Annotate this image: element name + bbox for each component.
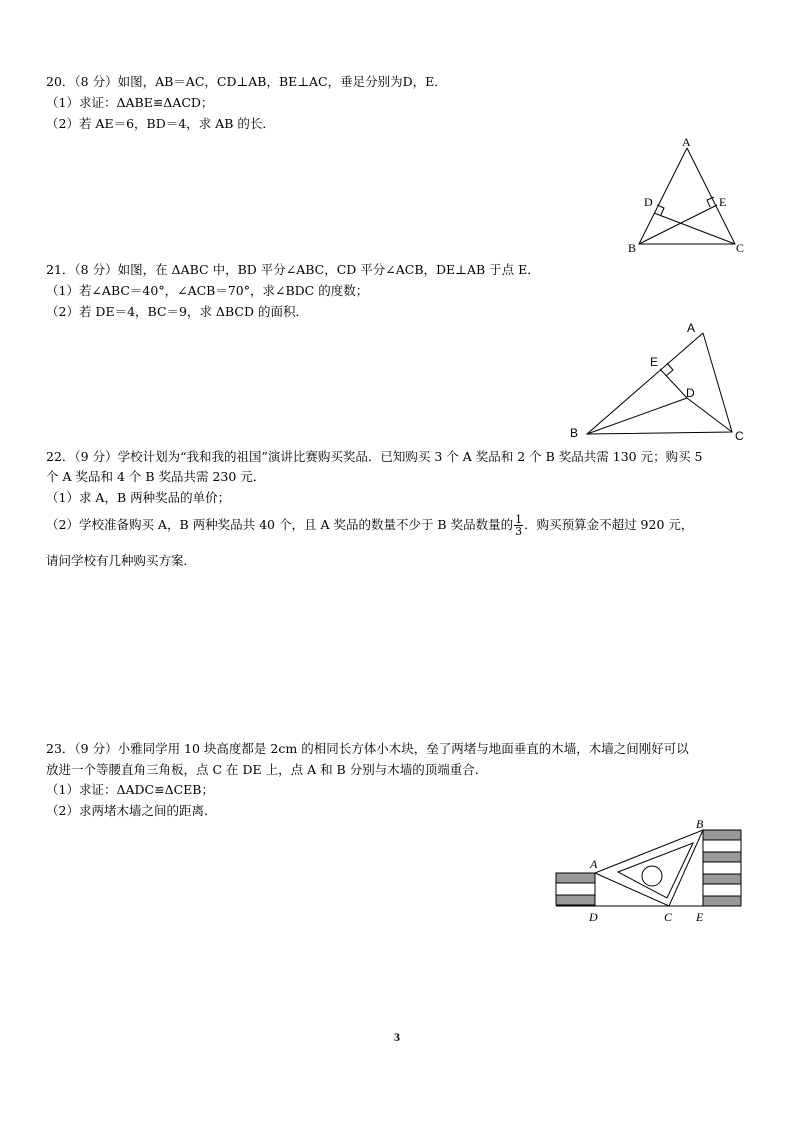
- q23-label-a: A: [590, 857, 598, 871]
- q23-part2: （2）求两堵木墙之间的距离．: [46, 803, 217, 818]
- q23-right-wall: [703, 830, 741, 906]
- q22-fraction-numerator: 1: [515, 513, 523, 526]
- q20-label-d: D: [644, 195, 653, 209]
- q21-label-a: A: [687, 321, 696, 335]
- q22-fraction-denominator: 3: [515, 525, 523, 538]
- q20-label-c: C: [736, 241, 745, 255]
- q20-stem: 20．（8 分）如图，AB＝AC，CD⊥AB，BE⊥AC，垂足分别为D，E．: [46, 74, 447, 89]
- q21-label-d: D: [686, 386, 695, 400]
- q22-part2-line2: 请问学校有几种购买方案．: [46, 553, 197, 568]
- q22-part1: （1）求 A，B 两种奖品的单价；: [46, 490, 231, 505]
- q21-label-e: E: [650, 355, 659, 369]
- q20-label-a: A: [682, 135, 691, 149]
- q21-part1: （1）若∠ABC＝40°，∠ACB＝70°，求∠BDC 的度数；: [46, 283, 369, 298]
- q21-label-c: C: [735, 429, 744, 443]
- q23-label-b: B: [696, 817, 704, 831]
- q23-stem-line1: 23．（9 分）小雅同学用 10 块高度都是 2cm 的相同长方体小木块，垒了两堵与地面垂直的木墙，木墙之间刚好可以: [46, 741, 689, 756]
- q21-stem: 21．（8 分）如图，在 ΔABC 中，BD 平分∠ABC，CD 平分∠ACB，DE⊥AB 于点 E．: [46, 262, 540, 277]
- q23-label-d: D: [589, 910, 598, 924]
- q23-label-c: C: [664, 910, 673, 924]
- q20-part2: （2）若 AE＝6，BD＝4，求 AB 的长．: [46, 116, 275, 131]
- q21-part2: （2）若 DE＝4，BC＝9，求 ΔBCD 的面积．: [46, 304, 308, 319]
- q20-label-e: E: [719, 195, 727, 209]
- q21-label-b: B: [570, 426, 579, 440]
- q22-stem-line1: 22．（9 分）学校计划为“我和我的祖国”演讲比赛购买奖品．已知购买 3 个 A 奖品和 2 个 B 奖品共需 130 元；购买 5: [46, 449, 703, 464]
- q23-stem-line2: 放进一个等腰直角三角板，点 C 在 DE 上，点 A 和 B 分别与木墙的顶端重合．: [46, 762, 488, 777]
- q20-part1: （1）求证：ΔABE≌ΔACD；: [46, 95, 214, 110]
- q23-part1: （1）求证：ΔADC≌ΔCEB；: [46, 782, 214, 797]
- q22-part2-before: （2）学校准备购买 A，B 两种奖品共 40 个，且 A 奖品的数量不少于 B 奖品数量的: [46, 517, 514, 532]
- q20-label-b: B: [628, 241, 637, 255]
- q23-triangle-ruler: [595, 830, 703, 906]
- q23-label-e: E: [696, 910, 704, 924]
- page-number: 3: [394, 1030, 400, 1044]
- q22-stem-line2: 个 A 奖品和 4 个 B 奖品共需 230 元．: [46, 469, 266, 484]
- q23-left-wall: [556, 873, 595, 905]
- q22-part2-after: ．购买预算金不超过 920 元，: [524, 517, 694, 532]
